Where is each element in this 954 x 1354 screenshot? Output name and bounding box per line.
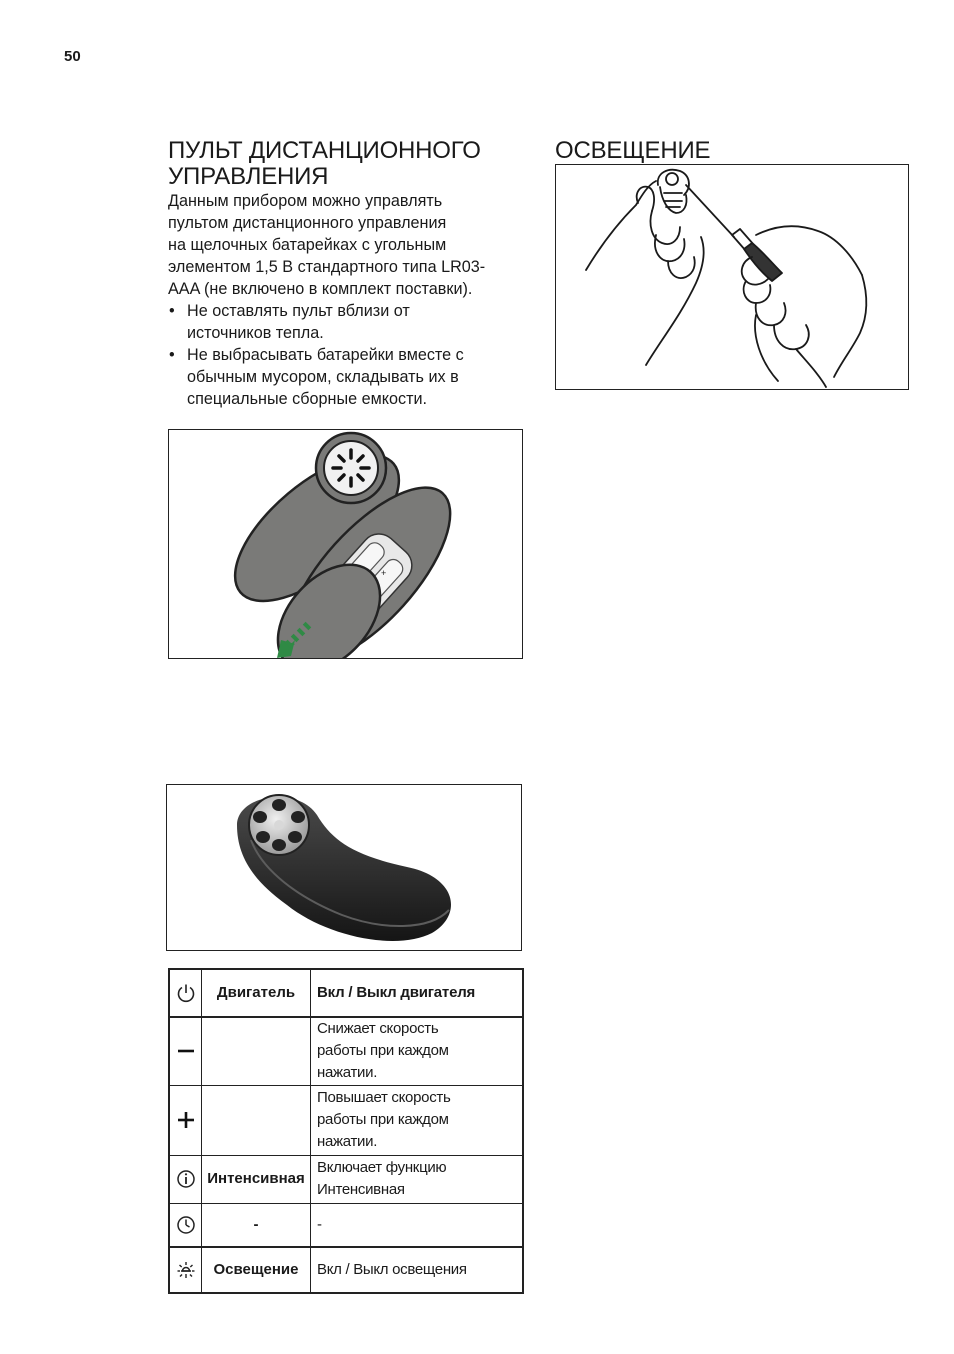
warning-item [168, 300, 528, 344]
desc-line: нажатии. [317, 1133, 378, 1150]
function-name: Двигатель [202, 969, 311, 1017]
table-row [169, 969, 523, 1017]
minus-icon [175, 1040, 197, 1062]
desc-line: нажатии. [317, 1064, 378, 1082]
function-desc [311, 1085, 524, 1155]
remote-intro [168, 190, 528, 410]
title-line: УПРАВЛЕНИЯ [168, 163, 329, 190]
table-row [169, 1203, 523, 1247]
function-desc [311, 1155, 524, 1203]
intensive-icon [175, 1168, 197, 1190]
timer-icon [175, 1214, 197, 1236]
desc-line: Повышает скорость [317, 1089, 451, 1106]
power-icon [175, 982, 197, 1004]
function-name [202, 1017, 311, 1085]
intro-line: пультом дистанционного управления [168, 214, 447, 232]
function-desc [311, 1017, 524, 1085]
icon-cell [169, 1017, 202, 1085]
desc-line: работы при каждом [317, 1111, 449, 1128]
function-name: Интенсивная [202, 1155, 311, 1203]
table-row [169, 1247, 523, 1293]
warning-list [168, 300, 528, 410]
intro-line: на щелочных батарейках с угольным [168, 236, 447, 254]
desc-line: Вкл / Выкл освещения [317, 1261, 467, 1278]
title-line: ПУЛЬТ ДИСТАНЦИОННОГО [168, 137, 481, 164]
icon-cell [169, 1247, 202, 1293]
remote-section-title [168, 138, 481, 190]
function-desc [311, 1203, 524, 1247]
icon-cell [169, 1203, 202, 1247]
remote-photo [166, 784, 522, 951]
function-name [202, 1085, 311, 1155]
function-desc [311, 1247, 524, 1293]
desc-line: Включает функцию [317, 1159, 447, 1176]
light-icon [175, 1259, 197, 1281]
table-row [169, 1085, 523, 1155]
desc-line: Интенсивная [317, 1181, 405, 1198]
page-number: 50 [64, 48, 81, 65]
icon-cell [169, 969, 202, 1017]
desc-line: Вкл / Выкл двигателя [317, 984, 476, 1001]
icon-cell [169, 1155, 202, 1203]
function-name: - [202, 1203, 311, 1247]
desc-line: работы при каждом [317, 1042, 449, 1060]
svg-text:+: + [381, 568, 387, 578]
intro-paragraph [168, 190, 528, 300]
warning-line: источников тепла. [187, 324, 324, 342]
intro-line: AAA (не включено в комплект поставки). [168, 280, 473, 298]
function-name: Освещение [202, 1247, 311, 1293]
table-row [169, 1155, 523, 1203]
icon-cell [169, 1085, 202, 1155]
table-row [169, 1017, 523, 1085]
warning-line: Не выбрасывать батарейки вместе с [187, 346, 464, 364]
bulb-replacement-illustration [555, 164, 909, 390]
warning-line: Не оставлять пульт вблизи от [187, 302, 410, 320]
plus-icon [175, 1109, 197, 1131]
intro-line: элементом 1,5 В стандартного типа LR03- [168, 258, 486, 276]
battery-illustration [168, 429, 523, 659]
lighting-section-title: ОСВЕЩЕНИЕ [555, 137, 711, 164]
warning-item [168, 344, 528, 410]
desc-line: Снижает скорость [317, 1020, 439, 1038]
function-table [168, 968, 524, 1294]
desc-line: - [317, 1215, 322, 1233]
warning-line: обычным мусором, складывать их в [187, 368, 459, 386]
intro-line: Данным прибором можно управлять [168, 192, 443, 210]
function-desc [311, 969, 524, 1017]
warning-line: специальные сборные емкости. [187, 390, 428, 408]
